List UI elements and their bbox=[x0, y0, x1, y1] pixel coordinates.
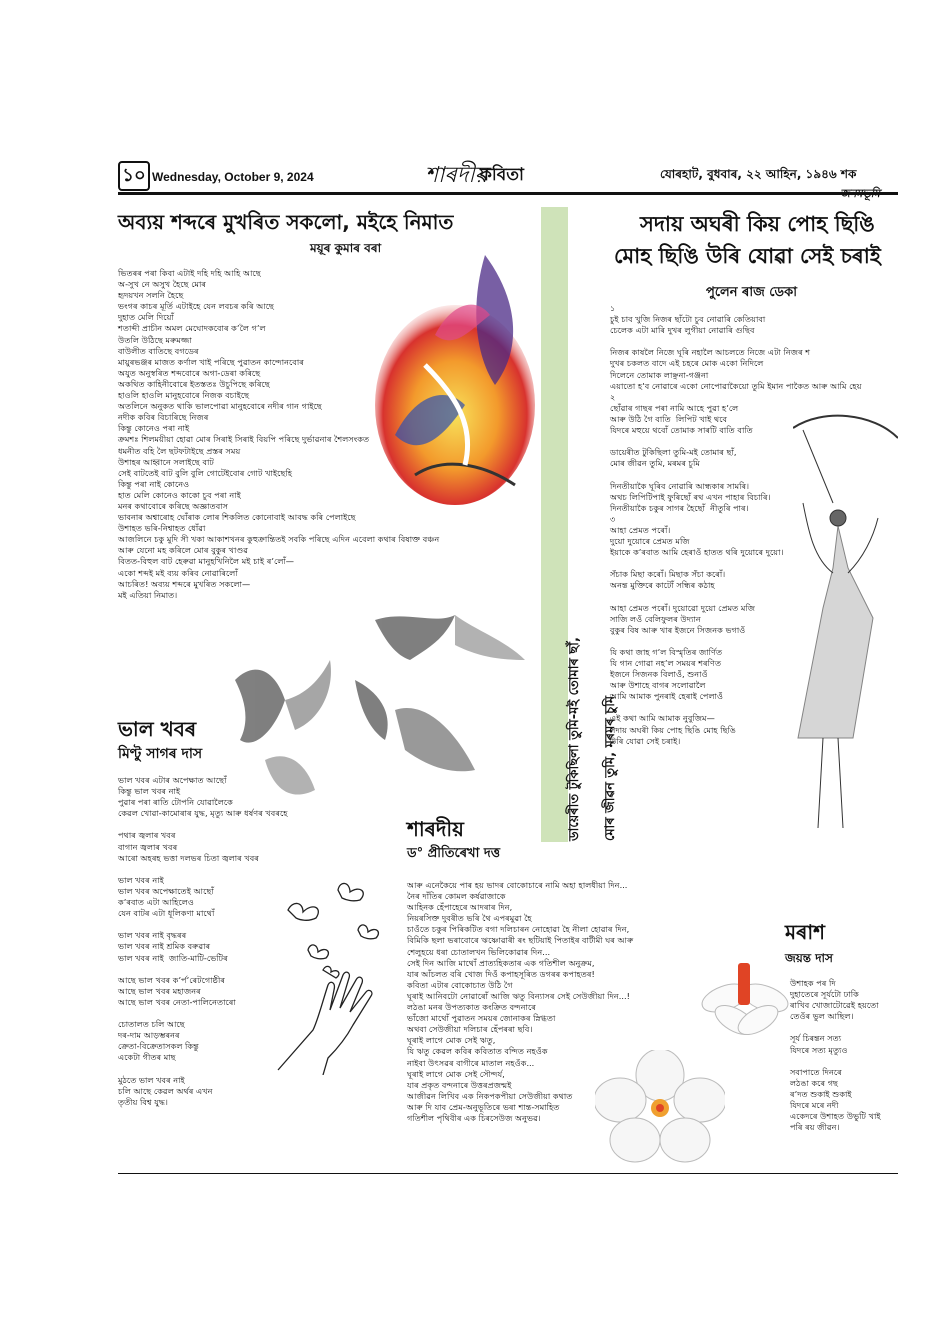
poem5-title: মৰাশ bbox=[785, 920, 826, 944]
poem2-line: একেটা গীতৰ মাছ bbox=[118, 1052, 176, 1063]
poem4-title-line1: সদায় অঘৰী কিয় পোহ ছিঙি bbox=[640, 212, 875, 236]
poem1-line: শতাব্দী প্ৰাচীন অমল মেঘোদকবোৰ কʼলৈ গʼল bbox=[118, 323, 266, 334]
poem1-line: হৃদয়খন সলনি হৈছে bbox=[118, 290, 184, 301]
poem1-line: ভিতৰৰ পৰা কিবা এটাই দহি দহি আহি আছে bbox=[118, 268, 261, 278]
poem1-line: উশাহত ভৰি-নিশ্বাহত ধোঁৱা bbox=[118, 523, 206, 534]
poem5-line: একেদৰে উশাহত উভুটি খাই bbox=[790, 1111, 881, 1122]
poem5-line bbox=[790, 1056, 898, 1067]
poem4-line: অনন্ত মুক্তিৰে কাটোঁ সন্ধিৰ কঠাহ bbox=[610, 580, 715, 591]
poem4-line: ডায়েৰীত টুকিছিলা তুমি-মই তোমাৰ ছাঁ, bbox=[610, 447, 737, 458]
poem3-line: আজীৱন লিখিব এক নিকপকপীয়া সেউজীয়া কথাত bbox=[407, 1090, 573, 1101]
poem5-line: যিদৰে মৰে নদী bbox=[790, 1100, 839, 1111]
side-quote-line-1: ডায়েৰীত টুকিছিলা তুমি-মই তোমাৰ ছাঁ, bbox=[567, 637, 582, 841]
poem5-line: উশাহক পৰ দি bbox=[790, 978, 836, 988]
white-flower-small bbox=[700, 958, 790, 1046]
poem4-line: যি গান গোৱা নহʼল সময়ৰ শৰণিত bbox=[610, 658, 722, 668]
poem3-line: ঘূৰাই লাগে মোক সেই সৌন্দৰ্য, bbox=[407, 1068, 505, 1079]
poem2-line: ভাল খবৰ নাই বৃদ্ধৰৰ bbox=[118, 930, 187, 941]
poem4-line: ২ bbox=[610, 391, 616, 402]
side-quote bbox=[548, 520, 618, 850]
poem4-line: ৩ bbox=[610, 513, 616, 524]
poem4-line: আহা প্ৰেমত পৰোঁ। দুয়োৱো দুয়ো প্ৰেমত মজি bbox=[610, 602, 756, 613]
header-right-date: যোৰহাট, বুধবাৰ, ২২ আহিন, ১৯৪৬ শক bbox=[660, 167, 857, 181]
poem1-line: বাউলীত বাতিছে বগডেৰ bbox=[118, 345, 199, 356]
poem4-line: এয়াতো হʼব নোৱাৰে একো নোপোৱাকৈয়ো তুমি ইমান পাকৈত আৰু আমি হেয় bbox=[610, 380, 862, 391]
poem4-body bbox=[610, 303, 862, 747]
poem3-line: বিমিকি ছলা ভৰাবোৰে ঋষ্ণোৱাৰী ৰং ছটিয়াই পিতাইৰ বাটীমী ঘৰ আৰু bbox=[407, 935, 634, 946]
poem3-line: আৰু দি যাব প্ৰেম-অনুভূতিৰে ভৰা শান্ত-সমাহিত bbox=[407, 1101, 560, 1112]
poem5-line: সূৰ্য চিৰন্তন সত্য bbox=[790, 1033, 842, 1044]
poem2-title: ভাল খবৰ bbox=[118, 717, 197, 741]
poem5-line: যিদৰে সত্য মৃত্যুও bbox=[790, 1044, 848, 1055]
bottom-rule bbox=[118, 1173, 898, 1174]
poem2-line: ভাল খবৰ নাই bbox=[118, 874, 164, 885]
poem2-line: তৃতীয় বিশ্ব যুদ্ধ। bbox=[118, 1096, 168, 1107]
poem3-line: যি ঋতু কেৱল কবিৰ কবিতাত বন্দিত নহওঁক bbox=[407, 1046, 548, 1057]
poem1-line: কিন্তু পৰা নাই কোনেও bbox=[118, 478, 190, 489]
poem4-line bbox=[610, 591, 795, 602]
poem4-line: বুকুৰ বিষ আৰু খাৰ ইজনে সিজনক ভগাওঁ bbox=[610, 624, 746, 635]
poem3-line: শেলুহয়ে ধৰা চোতালখন ভিলিকোৱাৰ দিন... bbox=[407, 946, 551, 957]
poem2-line: মুঠতে ভাল খবৰ নাই bbox=[118, 1074, 185, 1085]
poem3-title: শাৰদীয় bbox=[407, 817, 464, 841]
poem4-line bbox=[610, 436, 795, 447]
poem2-line: ভাল খবৰ এটাৰ অপেক্ষাত আছোঁ bbox=[118, 775, 227, 785]
poem5-body bbox=[790, 978, 898, 1133]
poem3-line: আৰু এনেকৈয়ে পাৰ হয় ভাদৰ বোকোচাৰে নামি অহা হালধীয়া দিন... bbox=[407, 880, 628, 890]
poem4-line: দিনতীয়াকৈ ঘূৰিব নোৱাৰি আন্ধকাৰ সামৰি। bbox=[610, 480, 750, 491]
poem4-line bbox=[610, 702, 795, 713]
poem5-line: সবাপাতে দিনৰে bbox=[790, 1066, 842, 1077]
section-title: কবিতা bbox=[480, 165, 524, 185]
poem4-line: দুয়ো দুয়োৰে প্ৰেমত মজি bbox=[610, 535, 690, 546]
poem1-line: আৰু যেনো মহ কৰিলে মোৰ বুকুৰ খাণ্ডৱ bbox=[118, 545, 249, 556]
poem1-line: আচৰিত! অব্যয় শব্দৰে মুখৰিত সকলো— bbox=[118, 578, 251, 589]
poem2-line: আৰো অহৰহ ভত্তা দলভৰ চিতা জ্বলাৰ খবৰ bbox=[118, 852, 259, 863]
poem1-line: ক্ৰমশঃ শিলময়ীয়া হোৱা মোৰ সিৰাই সিৰাই বিয়পি পৰিছে দুৰ্ভাৱনাৰ শৈলসংকত bbox=[118, 434, 370, 445]
poem2-line: কেৱল খোৱা-কামোৰাৰ যুদ্ধ, মৃত্যু আৰু ধৰ্ষণৰ খবৰহে bbox=[118, 808, 288, 819]
poem4-line: দিনতীয়াকৈ চকুৰ সাগৰ হৈছোঁ নীতুৰি পাৰ। bbox=[610, 502, 749, 513]
poem1-line: আজলিনে চকু মুদি সী খকা আকাশখনৰ কুহুক্ৰান্তিতই সবকি পৰিছে এদিন এবেলা কথাৰ বিষাক্ত বঞ্চন bbox=[118, 534, 440, 545]
poem1-line: হাত মেলি কোনেও কাকো চুব পৰা নাই bbox=[118, 489, 241, 500]
poem2-line: যেন বাটৰ এটা ধূলিকণা মাথোঁ bbox=[118, 908, 215, 919]
poem2-line: ভাল খবৰ নাই শ্ৰমিক বৰুৱাৰ bbox=[118, 941, 211, 952]
poem1-line: মায়ুৰভঞ্জৰ মাজত কৰ্ণাল খাই পৰিছে পুৱাতন কান্দোনবোৰ bbox=[118, 356, 304, 367]
poem4-author: পুলেন ৰাজ ডেকা bbox=[706, 285, 797, 300]
poem5-author: জয়ন্ত দাস bbox=[785, 951, 833, 965]
poem1-line: অযুত অনুস্বৰিত শব্দবোৰে অগা-ডেৰা কৰিছে bbox=[118, 367, 261, 378]
poem4-line: যি কথা জাহ গʼল বিস্মৃতিৰ জাৰ্ণিত bbox=[610, 646, 723, 657]
poem4-line: সদায় অঘৰী কিয় পোহ ছিঙি মোহ ছিঙি bbox=[610, 724, 736, 735]
poem3-body bbox=[407, 880, 634, 1124]
poem1-line: অ-সুখ নে অসুখ হৈছে মোৰ bbox=[118, 279, 207, 290]
header-rule bbox=[118, 192, 898, 195]
hand-butterflies-illustration bbox=[268, 880, 398, 1075]
poem3-line: যাৰ প্ৰকৃত বন্দনাৰে উত্তৰপ্ৰজন্মই bbox=[407, 1079, 512, 1090]
poem3-line: ভাঁজো মাথোঁ পুৱাতন সময়ৰ জোনাকৰ স্নিগ্ধতা bbox=[407, 1013, 556, 1024]
poem3-line: নাইবা উৎসৱৰ বাগীৰে মাতাল নহওঁক... bbox=[407, 1057, 535, 1068]
poem3-line: গতিশীল পৃথিবীৰ এক চিৰসেউজ অনুভৱ। bbox=[407, 1112, 541, 1123]
poem2-line: দৰ-দাম আড়ম্ভৰনৰ bbox=[118, 1030, 180, 1041]
poem2-line: আছে ভাল খবৰ মহাজনৰ bbox=[118, 985, 201, 996]
poem5-line: দুহাতেৰে সূৰ্যটো ঢাকি bbox=[790, 989, 859, 1000]
poem5-line: ৰাখিব খোজাটোৱেই হয়তো bbox=[790, 1000, 879, 1011]
poem1-line: উতলি উঠিছে মৰুমজ্জা bbox=[118, 334, 192, 345]
poem2-line: আছে ভাল খবৰ নেতা-পালিনেতাৰো bbox=[118, 996, 236, 1007]
white-flower-large bbox=[595, 1050, 725, 1165]
poem4-line: উৰি যোৱা সেই চৰাই। bbox=[610, 735, 681, 746]
poem2-line: আছে ভাল খবৰ কʼৰ্পʼৰেটগোষ্ঠীৰ bbox=[118, 974, 225, 985]
poem1-line: ধমনীত বহি লৈ ছটফটাইছে প্ৰস্তৰ সময় bbox=[118, 445, 241, 456]
poem4-line: চুই চাব খুজি নিজৰ ছাঁটো চুব নোৱাৰি কেতিয়াবা bbox=[610, 314, 766, 325]
poem4-line: দুখৰ চকলত বাদে এই চহৰে মোক একো নিদিলে bbox=[610, 358, 764, 369]
poem4-line: সাজি লওঁ বেলিফুলৰ উদ্যান bbox=[610, 613, 701, 624]
poem1-line: কিন্তু কোনেও পৰা নাই bbox=[118, 423, 190, 434]
poem4-line: যিদৰে মহুয়ে থবোঁ তোমাক সাৰটি বাতি বাতি bbox=[610, 425, 753, 436]
poem1-line: উশাহৰ আহ্বানে সলাইছে বাট bbox=[118, 456, 214, 467]
poem1-line: দুহাত মেলি দিয়োঁ bbox=[118, 312, 174, 323]
umbrella-lady-sketch bbox=[793, 408, 898, 833]
poem2-line: পথাৰ জ্বলাৰ খবৰ bbox=[118, 830, 176, 841]
poem1-title: অব্যয় শব্দৰে মুখৰিত সকলো, মইহে নিমাত bbox=[118, 210, 454, 234]
poem3-line: চাওঁতে চকুৰ পিৰিকটিত বগা দলিচাৰন নোহোৱা হৈ নীলা হোৱাৰ দিন, bbox=[407, 924, 630, 935]
poem4-line: নিজৰ কাষলৈ নিজে ঘূৰি নহালৈ আচলতে নিজে এটা নিজৰ শ bbox=[610, 347, 811, 358]
masthead-script: শাৰদীয় bbox=[425, 163, 488, 188]
poem4-line: আৰু উঠি গৈ বাতি লিপিট খাই থবে bbox=[610, 413, 728, 424]
poem3-author: ড° প্ৰীতিৰেখা দত্ত bbox=[407, 846, 500, 861]
poem5-line bbox=[790, 1022, 898, 1033]
abstract-painting bbox=[375, 235, 535, 515]
poem3-line: ঘূৰাই লাগে মোক সেই ঋতু, bbox=[407, 1035, 496, 1046]
poem2-line: কʼৰবাত এটা আহিলেও bbox=[118, 897, 194, 908]
poem4-line: মোৰ জীৱন তুমি, মৰমৰ চুমি bbox=[610, 458, 700, 469]
poem4-line: অথচ লিপিটিপাই ফুৰিছোঁ ৰথ এখন পাহাৰ বিচাৰি। bbox=[610, 491, 771, 502]
poem2-line: ভাল খবৰ অপেক্ষাতেই আছোঁ bbox=[118, 885, 214, 896]
issue-date: Wednesday, October 9, 2024 bbox=[152, 170, 314, 184]
poem4-line: ইয়াকে কʼৰবাত আমি হেৰাওঁ হাতত থৰি দুয়োৰে দুয়ো। bbox=[610, 547, 784, 558]
poem3-line: যাৰ আঁচলত বৰি খোজ দিওঁ কপাহসূৰিত ডগৰৰ কপাহতৰ! bbox=[407, 968, 595, 979]
poem4-line: আৰু উশাহে বাগৰ সলোৱালৈ bbox=[610, 680, 706, 691]
poem1-line: সেই বাটতেই বাট বুলি বুলি গোটেইবোৰ গোট খাইছেহি bbox=[118, 467, 293, 478]
poem3-line: নৈৰ দাঁতিৰ কোমল কৰ্ষৱাজাকে bbox=[407, 891, 506, 902]
poem1-line: অতলিনে অনুকত থাকি ভালপোৱা মানুহবোৰে নদীৰ গান গাইছে bbox=[118, 401, 322, 412]
poem3-line: ঘূৰাই আনিবটো নোৱাৰোঁ আজি ঋতু বিন্যাসৰ সেই সেউজীয়া দিন...! bbox=[407, 990, 630, 1001]
poem1-line: মনৰ কথাবোৰে কৰিছে অজ্ঞাতবাস bbox=[118, 500, 229, 511]
poem4-line: সঁচাক মিছা কৰোঁ। মিছাক সঁচা কৰোঁ। bbox=[610, 569, 726, 580]
poem4-line: এই কথা আমি আমাক নুবুজিম— bbox=[610, 713, 715, 724]
poem5-line: তেওঁৰ ভুল আছিল। bbox=[790, 1011, 854, 1022]
poem2-line: পুৱাৰ পৰা ৰাতি টোপনি যোৱালৈকে bbox=[118, 797, 233, 808]
poem4-line: ১ bbox=[610, 303, 616, 313]
poem1-line: অকথিত কাহিনীবোৰে ইতস্ততঃ উচুপিছে কৰিছে bbox=[118, 378, 270, 389]
poem3-line: সেই দিন আজি মাথোঁ প্ৰাত্যহিকতাৰ এক গতিশীল অনুক্ৰম, bbox=[407, 957, 595, 968]
poem4-title-line2: মোহ ছিঙি উৰি যোৱা সেই চৰাই bbox=[614, 244, 881, 268]
poem3-line: কবিতা এটাৰ বোকোচাত উঠি গৈ bbox=[407, 979, 513, 990]
poem3-line: নিয়ৰসিক্ত দুবৰীত ভৰি থৈ এপৰমুৱা হৈ bbox=[407, 913, 532, 924]
page-number: ১০ bbox=[118, 161, 150, 191]
poem3-line: আহিনক হেঁপাহেৰে আদৰাৰ দিন, bbox=[407, 902, 513, 913]
poem1-line: বিতত-বিহুল বাট হেৰুৱা মানুহখিনিলৈ মই চাই ৰʼলোঁ— bbox=[118, 556, 294, 567]
poem2-line: বাগান জ্বলাৰ খবৰ bbox=[118, 841, 178, 852]
poem2-line: ক্ৰেতা-বিক্ৰেতাসকল কিন্তু bbox=[118, 1041, 199, 1052]
poem2-author: মিণ্টু সাগৰ দাস bbox=[118, 746, 203, 762]
poem3-line: লঠঙা মনৰ উপত্যকাত কংক্ৰিত বন্দনাৰে bbox=[407, 1002, 536, 1013]
poem1-line: ভংগৰ কাচৰ মূৰ্তি এটাইহে যেন লবচৰ কৰি আছে bbox=[118, 301, 274, 312]
poem4-line bbox=[610, 636, 795, 647]
poem5-line: ৰʼদত শুকাই শুকাই bbox=[790, 1088, 852, 1099]
poem1-author: ময়ূৰ কুমাৰ বৰা bbox=[310, 241, 382, 255]
poem1-line: হাওলি হাওলি মানুহবোৰে নিজক বচাইছে bbox=[118, 390, 250, 401]
poem1-line: ভাবনাৰ অশ্বাৰোহ ঘোঁৰাক লোৰ শিকলিত কোনোবাই আবদ্ধ কৰি পেলাইছে bbox=[118, 512, 356, 523]
poem2-line bbox=[118, 864, 378, 875]
poem1-line: একো শব্দই মই ব্যয় কৰিব নোৱাৰিলোঁ bbox=[118, 567, 238, 578]
poem4-line: আহা প্ৰেমত পৰোঁ। bbox=[610, 524, 671, 535]
poem2-line: কিন্তু ভাল খবৰ নাই bbox=[118, 786, 181, 797]
poem1-line: মই এতিয়া নিমাত। bbox=[118, 589, 178, 600]
poem5-line: পৰি ৰয় জীৱন। bbox=[790, 1122, 840, 1133]
poem4-line: আমি আমাক পুনৰাই হেৰাই পেলাওঁ bbox=[610, 691, 723, 702]
poem4-line: ইজনে সিজনক বিলাওঁ, শুনাওঁ bbox=[610, 669, 708, 680]
side-quote-line-2: মোৰ জীৱন তুমি, মৰমৰ চুমি bbox=[603, 695, 618, 841]
poem4-line: চেলেক এটা মাৰি দুখৰ লুগীয়া নোৱাৰি গুছিব bbox=[610, 325, 755, 336]
poem4-line bbox=[610, 469, 795, 480]
poem4-line bbox=[610, 558, 795, 569]
poem2-line bbox=[118, 819, 378, 830]
poem2-line: ভাল খবৰ নাই জাতি-মাটি-ভেটিৰ bbox=[118, 952, 228, 963]
poem3-line: অথবা সেউজীয়া দলিচাৰ হেঁপৰৰা ছবি। bbox=[407, 1024, 533, 1035]
poem4-line: দিলেনে তোমাক লাঞ্ছনা-গঞ্জনা bbox=[610, 369, 709, 380]
poem4-line bbox=[610, 336, 795, 347]
poem4-line: ছোঁৱাৰ গাছৰ পৰা নামি আহে পুৱা হʼলে bbox=[610, 402, 739, 413]
poem2-line: চোতালত চলি আছে bbox=[118, 1019, 185, 1030]
poem1-line: নদীক কবিৰ বিচাৰিছে নিজৰ bbox=[118, 412, 209, 423]
poem5-line: লঠঙা কৰে গছ bbox=[790, 1077, 839, 1088]
poem2-line: চলি আছে কেৱল অৰ্থৰ এখন bbox=[118, 1085, 213, 1096]
